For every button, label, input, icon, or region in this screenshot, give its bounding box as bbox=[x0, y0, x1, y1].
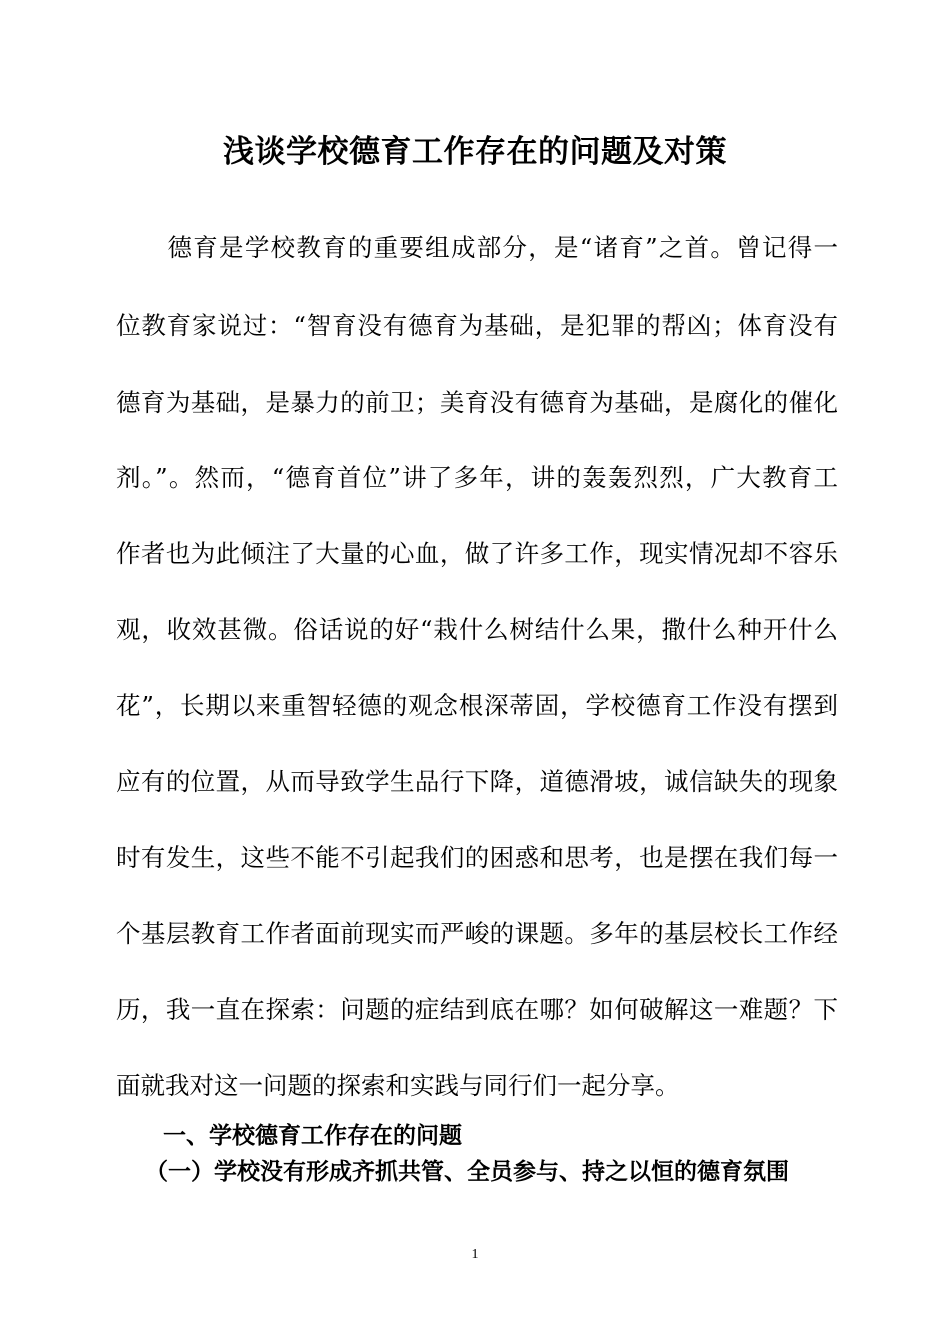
paragraph-line: 位教育家说过：“智育没有德育为基础，是犯罪的帮凶；体育没有 bbox=[116, 311, 838, 340]
paragraph-line: 德育是学校教育的重要组成部分，是“诸育”之首。曾记得一 bbox=[116, 233, 838, 262]
paragraph-line: 个基层教育工作者面前现实而严峻的课题。多年的基层校长工作经 bbox=[116, 919, 838, 948]
paragraph-line: 剂。”。然而，“德育首位”讲了多年，讲的轰轰烈烈，广大教育工 bbox=[116, 463, 838, 492]
document-title: 浅谈学校德育工作存在的问题及对策 bbox=[223, 134, 727, 170]
section-heading: 一、学校德育工作存在的问题 bbox=[163, 1123, 462, 1149]
paragraph-line: 面就我对这一问题的探索和实践与同行们一起分享。 bbox=[116, 1071, 680, 1100]
paragraph-line: 应有的位置，从而导致学生品行下降，道德滑坡，诚信缺失的现象 bbox=[116, 767, 838, 796]
paragraph-line: 时有发生，这些不能不引起我们的困惑和思考，也是摆在我们每一 bbox=[116, 843, 838, 872]
page-number: 1 bbox=[471, 1247, 479, 1262]
paragraph-line: 历，我一直在探索：问题的症结到底在哪？如何破解这一难题？下 bbox=[116, 995, 838, 1024]
paragraph-line: 观，收效甚微。俗话说的好“栽什么树结什么果，撒什么种开什么 bbox=[116, 615, 838, 644]
subsection-heading: （一）学校没有形成齐抓共管、全员参与、持之以恒的德育氛围 bbox=[145, 1159, 789, 1185]
paragraph-line: 德育为基础，是暴力的前卫；美育没有德育为基础，是腐化的催化 bbox=[116, 388, 838, 417]
paragraph-line: 作者也为此倾注了大量的心血，做了许多工作，现实情况却不容乐 bbox=[116, 539, 838, 568]
paragraph-line: 花”，长期以来重智轻德的观念根深蒂固，学校德育工作没有摆到 bbox=[116, 691, 838, 720]
